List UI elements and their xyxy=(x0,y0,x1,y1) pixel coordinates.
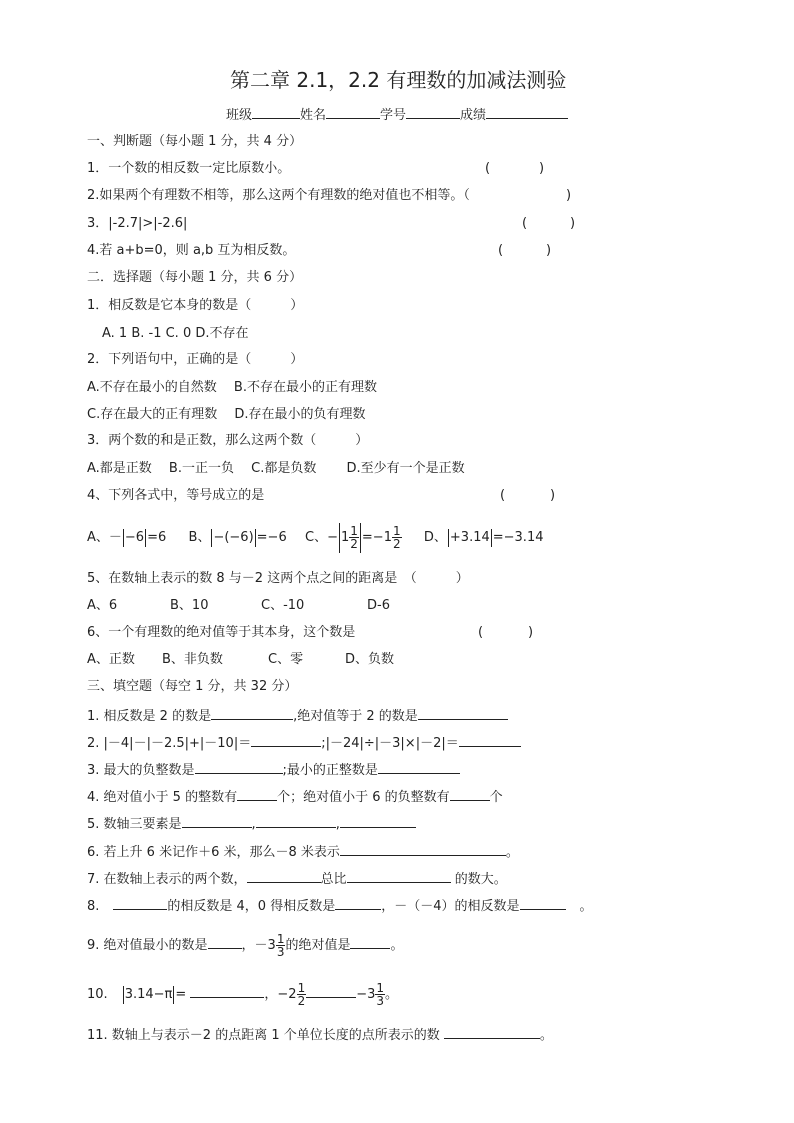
fill-3-text-b: ;最小的正整数是 xyxy=(282,763,378,778)
mc-question-5-option-a[interactable]: A、6 xyxy=(87,598,118,613)
fill-10-expr: 3.14−π xyxy=(124,987,173,1002)
option-c-result-fraction: $\frac{1}{2}$ xyxy=(392,524,401,551)
option-a-result: =6 xyxy=(147,530,167,545)
option-b-prefix: B、 xyxy=(188,530,211,545)
fill-3-blank-b[interactable] xyxy=(378,761,460,774)
fill-9-text-c: 的绝对值是 xyxy=(285,938,351,953)
option-c-result: =−1 xyxy=(361,530,392,545)
mc-question-6-option-b[interactable]: B、非负数 xyxy=(162,652,223,667)
mc-question-4: 4、下列各式中，等号成立的是 xyxy=(87,488,265,503)
fill-11-blank-a[interactable] xyxy=(444,1026,540,1039)
fill-2-blank-a[interactable] xyxy=(251,734,321,747)
fill-10-blank-b[interactable] xyxy=(306,985,356,998)
tf-question-1: 1．一个数的相反数一定比原数小。 xyxy=(87,161,291,176)
tf-question-2: 2.如果两个有理数不相等，那么这两个有理数的绝对值也不相等。（ xyxy=(87,188,470,203)
score-field[interactable] xyxy=(486,106,568,119)
fill-5-blank-b[interactable] xyxy=(256,815,336,828)
mc-question-3: 3．两个数的和是正数，那么这两个数（ ） xyxy=(87,433,369,448)
fill-1-blank-b[interactable] xyxy=(418,707,508,720)
fill-8-text-b: 的相反数是 4，0 得相反数是 xyxy=(167,899,336,914)
fill-question-11 xyxy=(87,1026,553,1044)
option-a-prefix: A、－ xyxy=(87,530,122,545)
mc-answer-4-close: ) xyxy=(550,488,556,503)
score-label: 成绩 xyxy=(460,108,487,123)
fill-4-blank-a[interactable] xyxy=(237,788,277,801)
mc-question-2-options-ab[interactable]: A.不存在最小的自然数 B.不存在最小的正有理数 xyxy=(87,380,377,395)
option-a-expr: −6 xyxy=(124,530,145,545)
fill-5-text-a: 5. 数轴三要素是 xyxy=(87,817,182,832)
option-d-prefix: D、 xyxy=(423,530,447,545)
tf-answer-1-open[interactable]: ( xyxy=(485,161,491,176)
mc-question-6: 6、一个有理数的绝对值等于其本身，这个数是 xyxy=(87,625,356,640)
mc-question-1-options[interactable]: A. 1 B. -1 C. 0 D.不存在 xyxy=(102,326,249,341)
fill-7-text-b: 总比 xyxy=(320,872,347,887)
student-info-header xyxy=(226,106,568,124)
mc-question-2: 2．下列语句中，正确的是（ ） xyxy=(87,352,304,367)
fill-5-blank-c[interactable] xyxy=(340,815,416,828)
mc-question-3-options[interactable]: A.都是正数 B.一正一负 C.都是负数 D.至少有一个是正数 xyxy=(87,461,465,476)
fill-6-text-b: 。 xyxy=(505,845,519,860)
fill-9-fraction: $\frac{1}{3}$ xyxy=(276,932,285,959)
fill-7-text-c: 的数大。 xyxy=(450,872,507,887)
section3-heading: 三、填空题（每空 1 分，共 32 分） xyxy=(87,679,298,694)
tf-answer-4-open[interactable]: ( xyxy=(498,243,504,258)
fill-question-1 xyxy=(87,707,508,725)
fill-10-fraction-b: $\frac{1}{3}$ xyxy=(376,981,385,1008)
fill-10-equals: = xyxy=(175,987,187,1002)
fill-8-blank-b[interactable] xyxy=(335,897,381,910)
fill-3-blank-a[interactable] xyxy=(195,761,283,774)
fill-8-blank-c[interactable] xyxy=(520,897,566,910)
fill-1-text-a: 1. 相反数是 2 的数是 xyxy=(87,709,212,724)
tf-question-4: 4.若 a+b=0，则 a,b 互为相反数。 xyxy=(87,243,296,258)
class-label: 班级 xyxy=(226,108,253,123)
mc-question-2-options-cd[interactable]: C.存在最大的正有理数 D.存在最小的负有理数 xyxy=(87,407,366,422)
mc-question-5-option-c[interactable]: C、-10 xyxy=(261,598,305,613)
fill-9-blank-b[interactable] xyxy=(350,936,390,949)
fill-9-text-a: 9. 绝对值最小的数是 xyxy=(87,938,208,953)
fill-5-blank-a[interactable] xyxy=(182,815,252,828)
fill-question-2 xyxy=(87,734,521,752)
fill-2-blank-b[interactable] xyxy=(459,734,521,747)
option-c-fraction: $\frac{1}{2}$ xyxy=(350,524,358,551)
fill-6-blank-a[interactable] xyxy=(340,843,506,856)
fill-question-9 xyxy=(87,932,404,960)
fill-7-blank-a[interactable] xyxy=(247,870,321,883)
fill-10-blank-a[interactable] xyxy=(190,985,264,998)
fill-9-text-b: ，－3 xyxy=(241,938,276,953)
fill-4-text-c: 个 xyxy=(489,790,503,805)
fill-10-text-a: 10. xyxy=(87,987,108,1002)
name-label: 姓名 xyxy=(300,108,327,123)
fill-11-text-a: 11. 数轴上与表示－2 的点距离 1 个单位长度的点所表示的数 xyxy=(87,1028,440,1043)
fill-10-text-d: ，−2 xyxy=(264,987,297,1002)
fill-8-text-d: 。 xyxy=(579,899,593,914)
fill-question-10 xyxy=(87,980,398,1010)
fill-4-blank-b[interactable] xyxy=(450,788,490,801)
fill-question-6 xyxy=(87,843,519,861)
option-b-result: =−6 xyxy=(256,530,287,545)
tf-answer-3-close: ) xyxy=(570,216,576,231)
option-b-expr: −(−6) xyxy=(213,530,254,545)
fill-7-blank-b[interactable] xyxy=(347,870,451,883)
fill-question-5: 5. 数轴三要素是 , , xyxy=(87,815,416,833)
mc-question-5: 5、在数轴上表示的数 8 与－2 这两个点之间的距离是 （ ） xyxy=(87,571,469,586)
fill-8-blank-a[interactable] xyxy=(113,897,167,910)
mc-question-5-option-d[interactable]: D-6 xyxy=(367,598,390,613)
tf-answer-2-close[interactable]: ) xyxy=(566,188,572,203)
fill-3-text-a: 3. 最大的负整数是 xyxy=(87,763,195,778)
mc-question-6-option-a[interactable]: A、正数 xyxy=(87,652,135,667)
fill-question-8 xyxy=(87,897,593,915)
fill-1-text-b: ,绝对值等于 2 的数是 xyxy=(293,709,418,724)
mc-question-6-option-d[interactable]: D、负数 xyxy=(345,652,395,667)
name-field[interactable] xyxy=(326,106,380,119)
mc-question-6-option-c[interactable]: C、零 xyxy=(268,652,304,667)
fill-9-blank-a[interactable] xyxy=(208,936,242,949)
tf-answer-4-close: ) xyxy=(546,243,552,258)
fill-8-text-c: ，－（－4）的相反数是 xyxy=(381,899,520,914)
fill-11-text-b: 。 xyxy=(539,1028,553,1043)
fill-question-7 xyxy=(87,870,507,888)
tf-question-3: 3．|-2.7|>|-2.6| xyxy=(87,216,188,231)
mc-answer-6-open[interactable]: ( xyxy=(478,625,484,640)
fill-question-3 xyxy=(87,761,460,779)
fill-4-text-b: 个；绝对值小于 6 的负整数有 xyxy=(277,790,450,805)
mc-answer-6-close: ) xyxy=(528,625,534,640)
fill-2-text-a: 2. |－4|－|－2.5|+|－10|＝ xyxy=(87,736,252,751)
mc-answer-4-open[interactable]: ( xyxy=(500,488,506,503)
fill-6-text-a: 6. 若上升 6 米记作＋6 米，那么－8 米表示 xyxy=(87,845,340,860)
fill-10-fraction-a: $\frac{1}{2}$ xyxy=(297,981,306,1008)
student-id-label: 学号 xyxy=(380,108,407,123)
option-d-result: =−3.14 xyxy=(492,530,544,545)
tf-answer-3-open[interactable]: ( xyxy=(522,216,528,231)
fill-question-4 xyxy=(87,788,503,806)
option-c-whole: 1 xyxy=(340,530,350,545)
tf-answer-1-close: ) xyxy=(539,161,545,176)
fill-7-text-a: 7. 在数轴上表示的两个数， xyxy=(87,872,247,887)
fill-10-text-e: −3 xyxy=(356,987,376,1002)
student-id-field[interactable] xyxy=(406,106,460,119)
mc-question-4-options[interactable] xyxy=(87,518,543,558)
section2-heading: 二．选择题（每小题 1 分，共 6 分） xyxy=(87,270,303,285)
fill-9-text-e: 。 xyxy=(390,938,404,953)
fill-1-blank-a[interactable] xyxy=(211,707,293,720)
fill-4-text-a: 4. 绝对值小于 5 的整数有 xyxy=(87,790,238,805)
option-c-prefix: C、− xyxy=(305,530,338,545)
fill-2-text-b: ;|－24|÷|－3|×|－2|＝ xyxy=(321,736,459,751)
class-field[interactable] xyxy=(252,106,300,119)
mc-question-5-option-b[interactable]: B、10 xyxy=(170,598,209,613)
fill-10-text-f: 。 xyxy=(385,987,399,1002)
section1-heading: 一、判断题（每小题 1 分，共 4 分） xyxy=(87,134,303,149)
option-d-expr: +3.14 xyxy=(449,530,490,545)
page-title: 第二章 2.1，2.2 有理数的加减法测验 xyxy=(230,68,567,92)
fill-8-text-a: 8. xyxy=(87,899,100,914)
mc-question-1: 1．相反数是它本身的数是（ ） xyxy=(87,298,304,313)
